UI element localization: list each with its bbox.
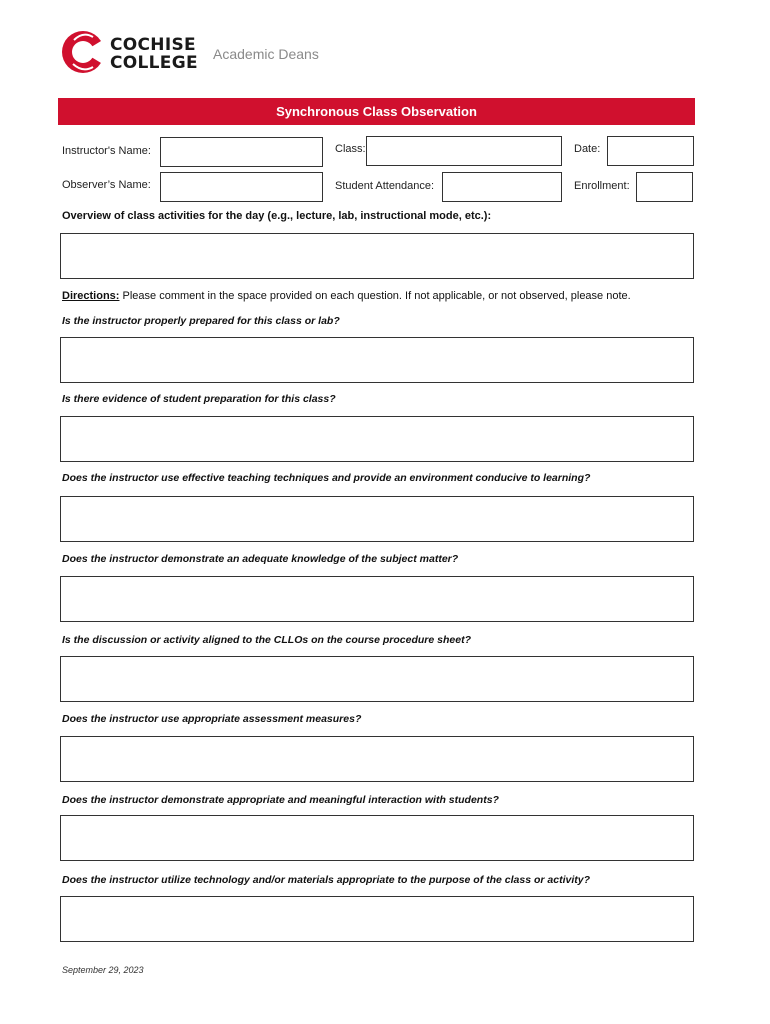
question-2: Is there evidence of student preparation for this class? (62, 393, 336, 405)
directions-label: Directions: (62, 290, 120, 302)
class-field[interactable] (366, 136, 562, 166)
class-label: Class: (335, 143, 366, 155)
form-title: Synchronous Class Observation (58, 98, 695, 125)
answer-box-4[interactable] (60, 576, 694, 622)
question-7: Does the instructor demonstrate appropriate and meaningful interaction with students? (62, 794, 499, 806)
answer-box-5[interactable] (60, 656, 694, 702)
answer-box-1[interactable] (60, 337, 694, 383)
question-5: Is the discussion or activity aligned to the CLLOs on the course procedure sheet? (62, 634, 471, 646)
observer-name-label: Observer’s Name: (62, 179, 151, 191)
question-4: Does the instructor demonstrate an adequate knowledge of the subject matter? (62, 553, 459, 565)
question-6: Does the instructor use appropriate assessment measures? (62, 713, 362, 725)
overview-label: Overview of class activities for the day (e.g., lecture, lab, instructional mode, etc.): (62, 210, 492, 222)
directions-text: Please comment in the space provided on each question. If not applicable, or not observed, please note. (122, 290, 631, 302)
footer-date: September 29, 2023 (62, 965, 144, 975)
department-name: Academic Deans (213, 46, 319, 62)
directions (62, 290, 631, 302)
instructor-name-label: Instructor's Name: (62, 145, 151, 157)
answer-box-3[interactable] (60, 496, 694, 542)
answer-box-6[interactable] (60, 736, 694, 782)
instructor-name-field[interactable] (160, 137, 323, 167)
date-field[interactable] (607, 136, 694, 166)
question-1: Is the instructor properly prepared for this class or lab? (62, 315, 340, 327)
answer-box-8[interactable] (60, 896, 694, 942)
college-name-line1: COCHISE (110, 35, 196, 55)
cochise-college-logo-icon (60, 28, 106, 76)
enrollment-field[interactable] (636, 172, 693, 202)
date-label: Date: (574, 143, 601, 155)
enrollment-label: Enrollment: (574, 180, 630, 192)
student-attendance-field[interactable] (442, 172, 562, 202)
question-3: Does the instructor use effective teaching techniques and provide an environment conducive to learning? (62, 472, 591, 484)
student-attendance-label: Student Attendance: (335, 180, 435, 192)
overview-answer-box[interactable] (60, 233, 694, 279)
observer-name-field[interactable] (160, 172, 323, 202)
answer-box-2[interactable] (60, 416, 694, 462)
question-8: Does the instructor utilize technology and/or materials appropriate to the purpose of the class or activity? (62, 874, 591, 886)
college-name-line2: COLLEGE (110, 53, 198, 73)
answer-box-7[interactable] (60, 815, 694, 861)
